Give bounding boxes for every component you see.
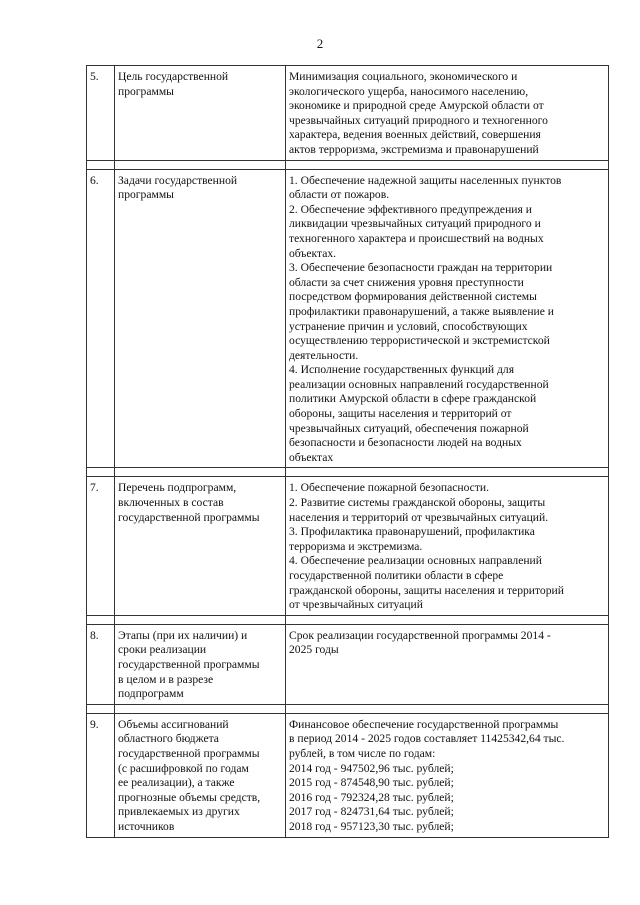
row-title-line: в целом и в разрезе bbox=[118, 672, 214, 686]
page-number: 2 bbox=[316, 36, 324, 51]
row-title-line: Цель государственной bbox=[118, 70, 229, 83]
row-title-line: Объемы ассигнований bbox=[118, 717, 229, 731]
row-title-line: государственной программы bbox=[118, 746, 260, 760]
row-value-line: 2014 год - 947502,96 тыс. рублей; bbox=[289, 761, 454, 775]
row-title bbox=[115, 169, 286, 468]
row-value bbox=[286, 66, 609, 161]
row-value-line: 2. Развитие системы гражданской обороны, защиты bbox=[289, 496, 546, 510]
row-value-line: чрезвычайных ситуаций природного и техногенного bbox=[289, 113, 548, 127]
row-value-line: государственной политики области в сфере bbox=[289, 569, 504, 582]
row-number: 7. bbox=[87, 477, 115, 615]
row-value-line: 4. Исполнение государственных функций для bbox=[289, 363, 515, 377]
row-title bbox=[115, 624, 286, 704]
table-row bbox=[87, 624, 609, 704]
row-value-line: объектах bbox=[289, 450, 334, 464]
row-title-line: Этапы (при их наличии) и bbox=[118, 628, 248, 642]
row-number: 5. bbox=[87, 66, 115, 161]
row-spacer bbox=[87, 615, 609, 624]
row-title-line: программы bbox=[118, 84, 174, 98]
row-title-line: ее реализации), а также bbox=[118, 776, 235, 790]
row-value-line: 2015 год - 874548,90 тыс. рублей; bbox=[289, 776, 454, 790]
row-value-line: характера, ведения военных действий, совершения bbox=[289, 128, 541, 142]
row-value-line: 3. Профилактика правонарушений, профилактика bbox=[289, 525, 535, 539]
row-value-line: области за счет снижения уровня преступности bbox=[289, 275, 524, 289]
row-value-line: области от пожаров. bbox=[289, 188, 390, 202]
row-number: 9. bbox=[87, 713, 115, 837]
row-title-line: программы bbox=[118, 188, 174, 202]
row-title-line: включенных в состав bbox=[118, 496, 224, 510]
row-value-line: посредством формирования действенной системы bbox=[289, 290, 537, 304]
row-value-line: рублей, в том числе по годам: bbox=[289, 746, 436, 760]
row-value-line: деятельности. bbox=[289, 348, 359, 362]
row-value-line: обороны, защиты населения и территорий от bbox=[289, 407, 512, 421]
table-row bbox=[87, 66, 609, 161]
table-row bbox=[87, 477, 609, 615]
row-value bbox=[286, 477, 609, 615]
row-title-line: Задачи государственной bbox=[118, 173, 238, 187]
row-number: 8. bbox=[87, 624, 115, 704]
row-value bbox=[286, 713, 609, 837]
row-title-line: прогнозные объемы средств, bbox=[118, 790, 261, 804]
row-value-line: профилактики правонарушений, а также выявление и bbox=[289, 304, 554, 318]
row-value-line: 1. Обеспечение надежной защиты населенных пунктов bbox=[289, 173, 562, 187]
row-title-line: государственной программы bbox=[118, 657, 260, 671]
row-value-line: терроризма и экстремизма. bbox=[289, 539, 423, 553]
row-value-line: 3. Обеспечение безопасности граждан на территории bbox=[289, 261, 553, 275]
row-spacer bbox=[87, 160, 609, 169]
row-value-line: экологического ущерба, наносимого населению, bbox=[289, 84, 529, 98]
table-row bbox=[87, 169, 609, 468]
row-title-line: сроки реализации bbox=[118, 643, 207, 657]
row-value-line: политики Амурской области в сфере гражданской bbox=[289, 392, 537, 406]
row-spacer bbox=[87, 704, 609, 713]
row-value-line: 2. Обеспечение эффективного предупреждения и bbox=[289, 202, 532, 216]
row-value-line: 2025 годы bbox=[289, 643, 339, 657]
row-value-line: устранение причин и условий, способствующих bbox=[289, 319, 528, 333]
row-value-line: экономике и природной среде Амурской области от bbox=[289, 99, 544, 113]
row-title-line: подпрограмм bbox=[118, 687, 184, 701]
row-value-line: чрезвычайных ситуаций, обеспечения пожарной bbox=[289, 421, 529, 435]
row-value-line: актов терроризма, экстремизма и правонарушений bbox=[289, 142, 539, 156]
row-title-line: (с расшифровкой по годам bbox=[118, 761, 249, 775]
row-title-line: государственной программы bbox=[118, 510, 260, 524]
row-value-line: техногенного характера и происшествий на водных bbox=[289, 231, 544, 245]
row-spacer bbox=[87, 468, 609, 477]
row-value-line: 2016 год - 792324,28 тыс. рублей; bbox=[289, 790, 454, 804]
row-value-line: 2017 год - 824731,64 тыс. рублей; bbox=[289, 805, 454, 819]
passport-table bbox=[86, 65, 609, 838]
row-value-line: 4. Обеспечение реализации основных направлений bbox=[289, 554, 542, 568]
row-value-line: осуществлению террористической и экстремистской bbox=[289, 334, 550, 348]
row-value-line: населения и территорий от чрезвычайных ситуаций. bbox=[289, 510, 549, 524]
table-row bbox=[87, 713, 609, 837]
row-value-line: ликвидации чрезвычайных ситуаций природного и bbox=[289, 217, 541, 231]
row-value-line: объектах. bbox=[289, 246, 337, 260]
row-value-line: Минимизация социального, экономического и bbox=[289, 70, 518, 83]
row-value-line: Срок реализации государственной программы 2014 - bbox=[289, 628, 551, 642]
row-value-line: Финансовое обеспечение государственной программы bbox=[289, 717, 559, 731]
row-title-line: привлекаемых из других bbox=[118, 805, 240, 819]
row-value bbox=[286, 624, 609, 704]
row-title-line: источников bbox=[118, 819, 175, 833]
row-value-line: гражданской обороны, защиты населения и территорий bbox=[289, 583, 564, 597]
row-value bbox=[286, 169, 609, 468]
row-title bbox=[115, 713, 286, 837]
row-title-line: Перечень подпрограмм, bbox=[118, 481, 237, 495]
row-value-line: безопасности и безопасности людей на водных bbox=[289, 436, 522, 450]
row-value-line: от чрезвычайных ситуаций bbox=[289, 598, 423, 612]
row-title bbox=[115, 66, 286, 161]
row-value-line: в период 2014 - 2025 годов составляет 11425342,64 тыс. bbox=[289, 732, 565, 746]
row-value-line: 2018 год - 957123,30 тыс. рублей; bbox=[289, 819, 454, 833]
row-title-line: областного бюджета bbox=[118, 732, 219, 746]
row-value-line: реализации основных направлений государственной bbox=[289, 377, 549, 391]
row-number: 6. bbox=[87, 169, 115, 468]
row-value-line: 1. Обеспечение пожарной безопасности. bbox=[289, 481, 489, 495]
row-title bbox=[115, 477, 286, 615]
